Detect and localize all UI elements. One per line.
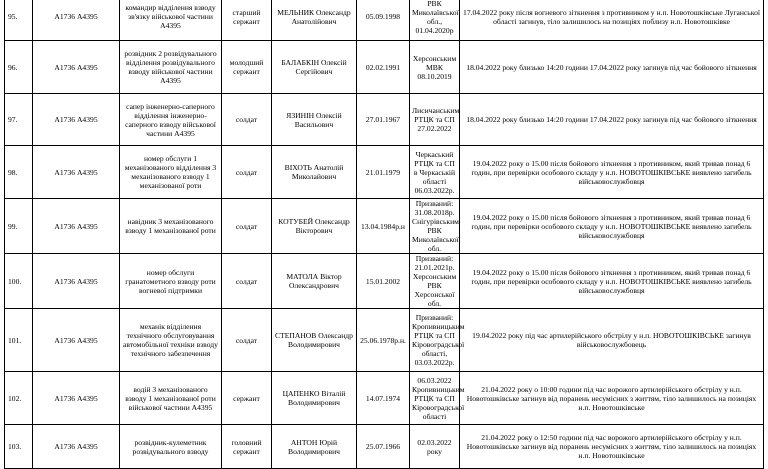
position-cell — [120, 199, 222, 254]
rank-cell — [222, 199, 272, 254]
birth-date-cell — [357, 309, 410, 372]
position: розвідник 2 розвідувального відділення розвідувального взводу військової частини А4395 — [124, 49, 217, 85]
rank-cell — [222, 146, 272, 199]
row-number-cell — [5, 199, 33, 254]
full-name-cell — [272, 425, 357, 469]
position: навідник 3 механізованого взводу 1 механізованої роти — [125, 217, 216, 235]
circumstances-cell — [460, 425, 764, 469]
rank-cell — [222, 425, 272, 469]
row-number-cell — [5, 254, 33, 309]
military-unit: А1736 А4395 — [54, 442, 98, 451]
row-number: 100. — [8, 276, 22, 286]
table-row — [5, 254, 764, 309]
position: водій 3 механізованого взводу 1 механізованої роти військової частини А4395 — [125, 384, 216, 412]
table-row — [5, 199, 764, 254]
row-number-cell — [5, 0, 33, 41]
circumstances: 19.04.2022 року під час артилерійського обстрілу у н.п. НОВОТОШКІВСЬКЕ загинув військовослужбовець — [472, 331, 751, 349]
birth-date-cell — [357, 41, 410, 94]
table-row — [5, 146, 764, 199]
birth-date: 02.02.1991 — [365, 62, 401, 72]
circumstances-cell — [460, 41, 764, 94]
row-number: 95. — [8, 12, 18, 21]
circumstances: 18.04.2022 року близько 14:20 години 17.04.2022 року загинув під час бойового зіткнення — [466, 115, 757, 124]
circumstances-cell — [460, 146, 764, 199]
full-name-cell — [272, 199, 357, 254]
military-unit: А1736 А4395 — [54, 167, 98, 177]
draft-office-cell — [410, 0, 460, 41]
military-unit-cell — [33, 309, 120, 372]
birth-date: 14.07.1974 — [365, 393, 401, 403]
full-name-cell — [272, 94, 357, 146]
military-unit-cell — [33, 425, 120, 469]
circumstances-cell — [460, 309, 764, 372]
draft-office-cell — [410, 146, 460, 199]
birth-date: 25.07.1966 — [365, 442, 401, 451]
full-name: ЯЗИНІН Олексій Васильович — [286, 110, 342, 129]
rank-cell — [222, 372, 272, 425]
draft-office-cell — [410, 254, 460, 309]
position-cell — [120, 309, 222, 372]
birth-date: 25.06.1978р.н. — [360, 335, 406, 345]
military-unit-cell — [33, 199, 120, 254]
row-number-cell — [5, 425, 33, 469]
draft-office: Призваний: 21.01.2021р. Херсонським РВК Херсонської обл. — [412, 254, 457, 308]
birth-date: 21.01.1979 — [365, 167, 401, 177]
rank: молодший сержант — [229, 58, 264, 76]
rank: сержант — [233, 393, 260, 403]
birth-date: 13.04.1984р.н — [361, 221, 405, 231]
position: номер обслуги гранатометного взводу роти вогневої підтримки — [125, 267, 216, 295]
military-unit: А1736 А4395 — [54, 276, 98, 286]
rank-cell — [222, 41, 272, 94]
rank-cell — [222, 254, 272, 309]
position: сапер інженерно-саперного відділення інженерно-саперного взводу військової частини А4395 — [125, 101, 216, 138]
draft-office: 06.03.2022 Кропивницьким РТЦК та СП Кіровоградської області — [412, 375, 465, 421]
row-number: 103. — [8, 442, 22, 451]
row-number-cell — [5, 372, 33, 425]
birth-date-cell — [357, 146, 410, 199]
birth-date: 15.01.2002 — [365, 276, 401, 286]
row-number: 102. — [8, 393, 22, 403]
row-number: 101. — [8, 335, 22, 345]
full-name: БАЛАБКІН Олексій Сергійович — [281, 58, 347, 76]
circumstances-cell — [460, 372, 764, 425]
rank: солдат — [235, 167, 258, 177]
row-number-cell — [5, 309, 33, 372]
military-unit: А1736 А4395 — [54, 62, 98, 72]
full-name: КОТУБЕЙ Олександр Вікторович — [278, 217, 350, 235]
military-unit: А1736 А4395 — [54, 393, 98, 403]
circumstances: 19.04.2022 року о 15.00 після бойового зіткнення з противником, який тривав понад 6 годин, при перевірки особового складу у н.п. НОВОТОШКІВСЬКЕ виявлено загибель військовослужбовця — [471, 267, 752, 295]
circumstances: 19.04.2022 року о 15.00 після бойового зіткнення з противником, який тривав понад 6 годин, при перевірки особового складу у н.п. НОВОТОШКІВСЬКЕ виявлено загибель військовослужбовця — [471, 158, 752, 186]
full-name: МЕЛЬНИК Олександр Анатолійович — [277, 7, 351, 26]
position-cell — [120, 94, 222, 146]
rank: солдат — [235, 115, 258, 124]
position: розвідник-кулеметник розвідувального взводу — [132, 437, 209, 456]
full-name: МАТОЛА Віктор Олександрович — [286, 272, 342, 290]
rank: старший сержант — [232, 7, 261, 26]
full-name-cell — [272, 0, 357, 41]
draft-office-cell — [410, 94, 460, 146]
full-name: ВІХОТЬ Анатолій Миколайович — [284, 163, 344, 181]
draft-office-cell — [410, 41, 460, 94]
full-name-cell — [272, 309, 357, 372]
birth-date-cell — [357, 372, 410, 425]
position-cell — [120, 0, 222, 41]
position-cell — [120, 41, 222, 94]
draft-office: Лисичанським РТЦК та СП 27.02.2022 — [412, 106, 460, 133]
circumstances: 19.04.2022 року о 15.00 після бойового зіткнення з противником, який тривав понад 6 годин, при перевірки особового складу у н.п. НОВОТОШКІВСЬКЕ виявлено загибель військовослужбовця — [471, 212, 752, 240]
military-unit-cell — [33, 254, 120, 309]
draft-office-cell — [410, 425, 460, 469]
birth-date: 05.09.1998 — [365, 12, 401, 21]
draft-office: Херсонським МВК 08.10.2019 — [412, 53, 457, 81]
rank-cell — [222, 309, 272, 372]
position-cell — [120, 372, 222, 425]
rank: головний сержант — [231, 437, 262, 456]
table-row — [5, 94, 764, 146]
full-name-cell — [272, 41, 357, 94]
birth-date-cell — [357, 199, 410, 254]
rank-cell — [222, 94, 272, 146]
military-unit-cell — [33, 146, 120, 199]
military-unit: А1736 А4395 — [54, 335, 98, 345]
row-number-cell — [5, 41, 33, 94]
military-unit: А1736 А4395 — [54, 221, 98, 231]
row-number: 97. — [8, 115, 18, 124]
circumstances-cell — [460, 199, 764, 254]
birth-date-cell — [357, 254, 410, 309]
birth-date-cell — [357, 425, 410, 469]
draft-office: Призваний: 31.08.2018р. Снігурівським РВК Миколаївської обл. — [412, 199, 459, 253]
draft-office: Призваний: Кропивницьким РТЦК та СП Кіровоградської області, 03.03.2022р. — [412, 313, 465, 367]
draft-office-cell — [410, 372, 465, 425]
birth-date-cell — [357, 94, 410, 146]
military-unit: А1736 А4395 — [54, 12, 98, 21]
position: механік відділення технічного обслуговування автомобільної техніки взводу технічного забезпечення — [123, 322, 218, 358]
table-row — [5, 425, 764, 469]
draft-office: РВК Миколаївської обл., 01.04.2020р — [412, 0, 459, 35]
full-name: СТЕПАНОВ Олександр Володимирович — [275, 331, 353, 349]
circumstances: 21.04.2022 року о 10:00 години під час ворожого артилерійського обстрілу у н.п. Новотошківське загинув від поранень несумісних з життям, тіло залишилось на позиціях н.п. Новотошківське — [466, 384, 757, 412]
military-unit-cell — [33, 41, 120, 94]
row-number: 96. — [8, 62, 18, 72]
draft-office: 02.03.2022 року — [417, 437, 452, 456]
position-cell — [120, 146, 222, 199]
table-row — [5, 372, 764, 425]
full-name-cell — [272, 254, 357, 309]
rank: солдат — [235, 276, 258, 286]
full-name: ЦАПЕНКО Віталій Володимирович — [282, 389, 346, 407]
casualty-table — [4, 0, 764, 469]
table-row — [5, 41, 764, 94]
military-unit-cell — [33, 94, 120, 146]
position: номер обслуги 1 механізованого відділення 3 механізованого взводу 1 механізованої роти — [124, 154, 217, 190]
rank-cell — [222, 0, 272, 41]
table-row — [5, 0, 764, 41]
full-name: АНТОН Юрій Володимирович — [288, 437, 340, 456]
position-cell — [120, 254, 222, 309]
row-number: 99. — [8, 221, 18, 231]
circumstances-cell — [460, 94, 764, 146]
row-number: 98. — [8, 167, 18, 177]
row-number-cell — [5, 94, 33, 146]
circumstances-cell — [460, 0, 764, 41]
circumstances-cell — [460, 254, 764, 309]
military-unit-cell — [33, 372, 120, 425]
military-unit: А1736 А4395 — [54, 115, 98, 124]
circumstances: 21.04.2022 року о 12:50 години під час ворожого артилерійського обстрілу у н.п. Новотошківське загинув від поранень несумісних з життям, тіло залишилось на позиціях н.п. Новотошківське — [466, 433, 757, 460]
full-name-cell — [272, 146, 357, 199]
circumstances: 18.04.2022 року близько 14:20 години 17.04.2022 року загинув під час бойового зіткнення — [466, 62, 757, 72]
row-number-cell — [5, 146, 33, 199]
circumstances: 17.04.2022 року після вогневого зіткнення з противником у н.п. Новотошківське Луганської області загинув, тіло залишилось на позиціях поблизу н.п. Новотошківке — [463, 7, 760, 26]
draft-office-cell — [410, 199, 460, 254]
rank: солдат — [235, 221, 258, 231]
draft-office-cell — [410, 309, 465, 372]
draft-office: Черкаський РТЦК та СП в Черкаській області 06.03.2022р. — [413, 149, 456, 195]
position-cell — [120, 425, 222, 469]
table-row — [5, 309, 764, 372]
birth-date: 27.01.1967 — [365, 115, 401, 124]
full-name-cell — [272, 372, 357, 425]
military-unit-cell — [33, 0, 120, 41]
position: командир відділення взводу зв'язку військової частини А4395 — [125, 3, 216, 30]
rank: солдат — [235, 335, 258, 345]
birth-date-cell — [357, 0, 410, 41]
